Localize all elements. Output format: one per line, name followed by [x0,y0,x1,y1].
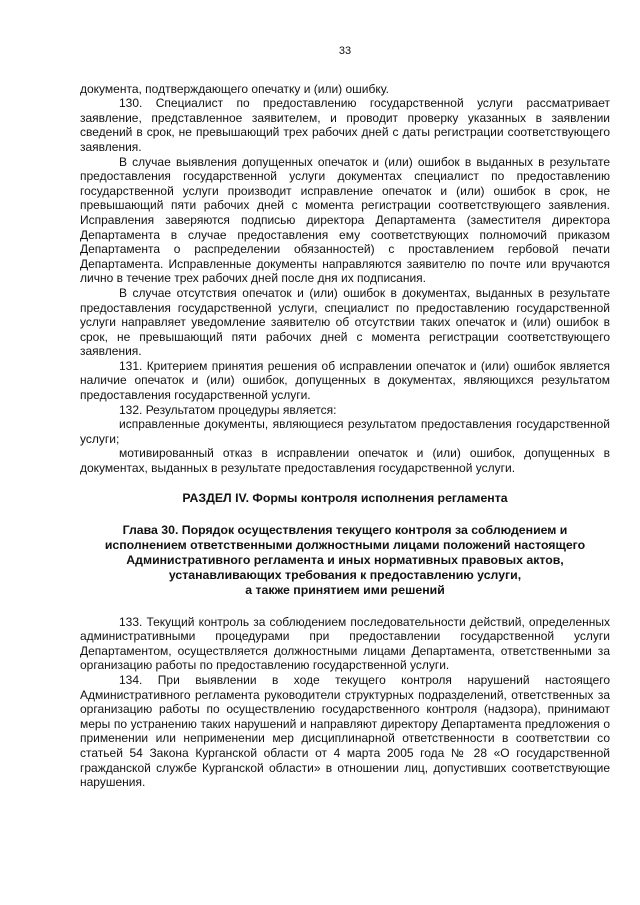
section-heading: РАЗДЕЛ IV. Формы контроля исполнения регламента [182,490,508,505]
paragraph-132-item-2: мотивированный отказ в исправлении опечаток и (или) ошибок, допущенных в документах, выданных в результате предоставления государственной услуги. [80,446,610,476]
paragraph-134: 134. При выявлении в ходе текущего контроля нарушений настоящего Административного регламента руководители структурных подразделений, ответственных за организацию работы по осуществлению государственного контроля (надзора), принимают меры по устранению таких нарушений и направляют директору Департамента предложения о применении или неприменении мер дисциплинарной ответственности в соответствии со статьей 54 Закона Курганской области от 4 марта 2005 года № 28 «О государственной гражданской службе Курганской области» в отношении лиц, допустивших соответствующие нарушения. [80,673,610,790]
paragraph-133: 133. Текущий контроль за соблюдением последовательности действий, определенных административными процедурами при предоставлении государственной услуги Департаментом, осуществляется должностными лицами Департамента, ответственными за организацию работы по предоставлению государственной услуги. [80,614,610,673]
paragraphs-top [80,82,610,476]
paragraph-130: 130. Специалист по предоставлению государственной услуги рассматривает заявление, представленное заявителем, и проводит проверку указанных в заявлении сведений в срок, не превышающий трех рабочих дней с даты регистрации соответствующего заявления. [80,96,610,154]
chapter-heading [80,523,610,598]
paragraph-continuation: документа, подтверждающего опечатку и (или) ошибку. [80,81,389,96]
chapter-heading-line: а также принятием ими решений [245,582,445,597]
paragraphs-bottom [80,615,610,790]
chapter-heading-line: Административного регламента и иных нормативных правовых актов, [126,552,564,567]
chapter-heading-line: исполнением ответственными должностными лицами положений настоящего [104,537,586,552]
paragraph-132: 132. Результатом процедуры является: [119,402,337,417]
document-page [80,44,610,790]
paragraph-131: 131. Критерием принятия решения об исправлении опечаток и (или) ошибок является наличие опечаток и (или) ошибок, допущенных в документах, являющихся результатом предоставления государственной услуги. [80,358,610,403]
paragraph-errors-found: В случае выявления допущенных опечаток и (или) ошибок в выданных в результате предоставления государственной услуги документах специалист по предоставлению государственной услуги производит исправление опечаток и (или) ошибок в срок, не превышающий пяти рабочих дней с момента регистрации соответствующего заявления. Исправления заверяются подписью директора Департамента (заместителя директора Департамента в случае предоставления ему соответствующих полномочий приказом Департамента о распределении обязанностей) с проставлением гербовой печати Департамента. Исправленные документы направляются заявителю по почте или вручаются лично в течение трех рабочих дней после дня их подписания. [80,154,610,286]
chapter-heading-line: Глава 30. Порядок осуществления текущего контроля за соблюдением и [122,522,568,537]
page-number: 33 [338,45,352,57]
chapter-heading-line: устанавливающих требования к предоставлению услуги, [168,567,522,582]
paragraph-132-item-1: исправленные документы, являющиеся результатом предоставления государственной услуги; [80,417,610,446]
paragraph-no-errors: В случае отсутствия опечаток и (или) ошибок в документах, выданных в результате предоставления государственной услуги, специалист по предоставлению государственной услуги направляет уведомление заявителю об отсутствии таких опечаток и (или) ошибок в срок, не превышающий пяти рабочих дней с момента регистрации соответствующего заявления. [80,285,610,359]
